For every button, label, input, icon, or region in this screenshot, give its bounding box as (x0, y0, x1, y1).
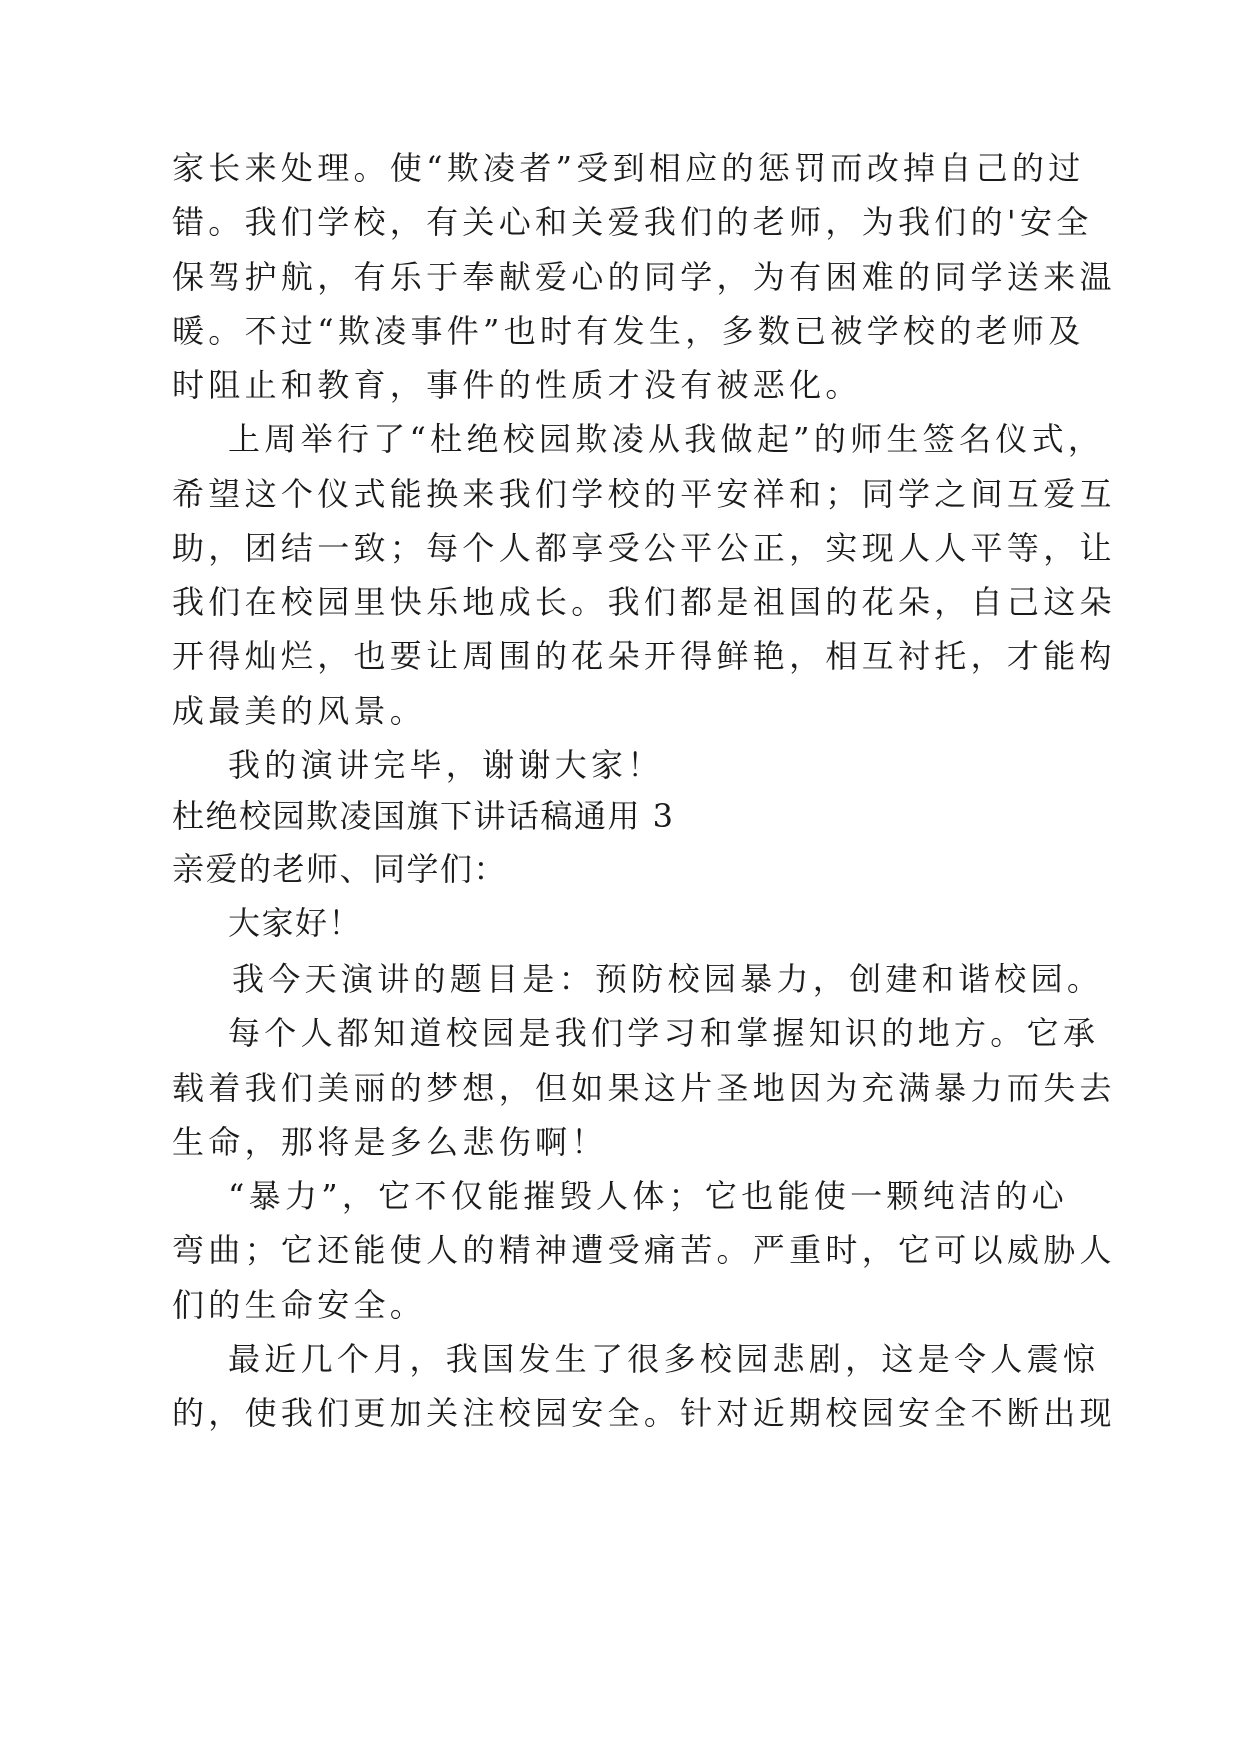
text-line: 开得灿烂，也要让周围的花朵开得鲜艳，相互衬托，才能构 (172, 637, 1116, 675)
text-line: 我今天演讲的题目是：预防校园暴力，创建和谐校园。 (232, 960, 1104, 998)
greeting: 大家好！ (228, 904, 363, 942)
text-line: 的，使我们更加关注校园安全。针对近期校园安全不断出现 (172, 1394, 1116, 1432)
text-line: 希望这个仪式能换来我们学校的平安祥和；同学之间互爱互 (172, 475, 1116, 513)
salutation: 亲爱的老师、同学们： (172, 850, 508, 888)
text-line: “暴力”，它不仅能摧毁人体；它也能使一颗纯洁的心 (228, 1177, 1068, 1215)
text-line: 弯曲；它还能使人的精神遭受痛苦。严重时，它可以威胁人 (172, 1231, 1116, 1269)
text-line: 家长来处理。使“欺凌者”受到相应的惩罚而改掉自己的过 (172, 149, 1085, 187)
text-line: 助，团结一致；每个人都享受公平公正，实现人人平等，让 (172, 529, 1116, 567)
text-line: 暖。不过“欺凌事件”也时有发生，多数已被学校的老师及 (172, 312, 1085, 350)
text-line: 载着我们美丽的梦想，但如果这片圣地因为充满暴力而失去 (172, 1069, 1116, 1107)
text-line: 上周举行了“杜绝校园欺凌从我做起”的师生签名仪式， (228, 420, 1105, 458)
text-line: 最近几个月，我国发生了很多校园悲剧，这是令人震惊 (228, 1340, 1100, 1378)
text-line: 每个人都知道校园是我们学习和掌握知识的地方。它承 (228, 1014, 1100, 1052)
text-line: 时阻止和教育，事件的性质才没有被恶化。 (172, 366, 862, 404)
text-line: 我的演讲完毕，谢谢大家！ (228, 746, 664, 784)
text-line: 错。我们学校，有关心和关爱我们的老师，为我们的'安全 (172, 203, 1093, 241)
text-line: 生命，那将是多么悲伤啊！ (172, 1123, 608, 1161)
section-title: 杜绝校园欺凌国旗下讲话稿通用 3 (172, 797, 675, 835)
text-line: 我们在校园里快乐地成长。我们都是祖国的花朵，自己这朵 (172, 583, 1116, 621)
text-line: 成最美的风景。 (172, 692, 427, 730)
text-line: 们的生命安全。 (172, 1286, 427, 1324)
text-line: 保驾护航，有乐于奉献爱心的同学，为有困难的同学送来温 (172, 258, 1116, 296)
